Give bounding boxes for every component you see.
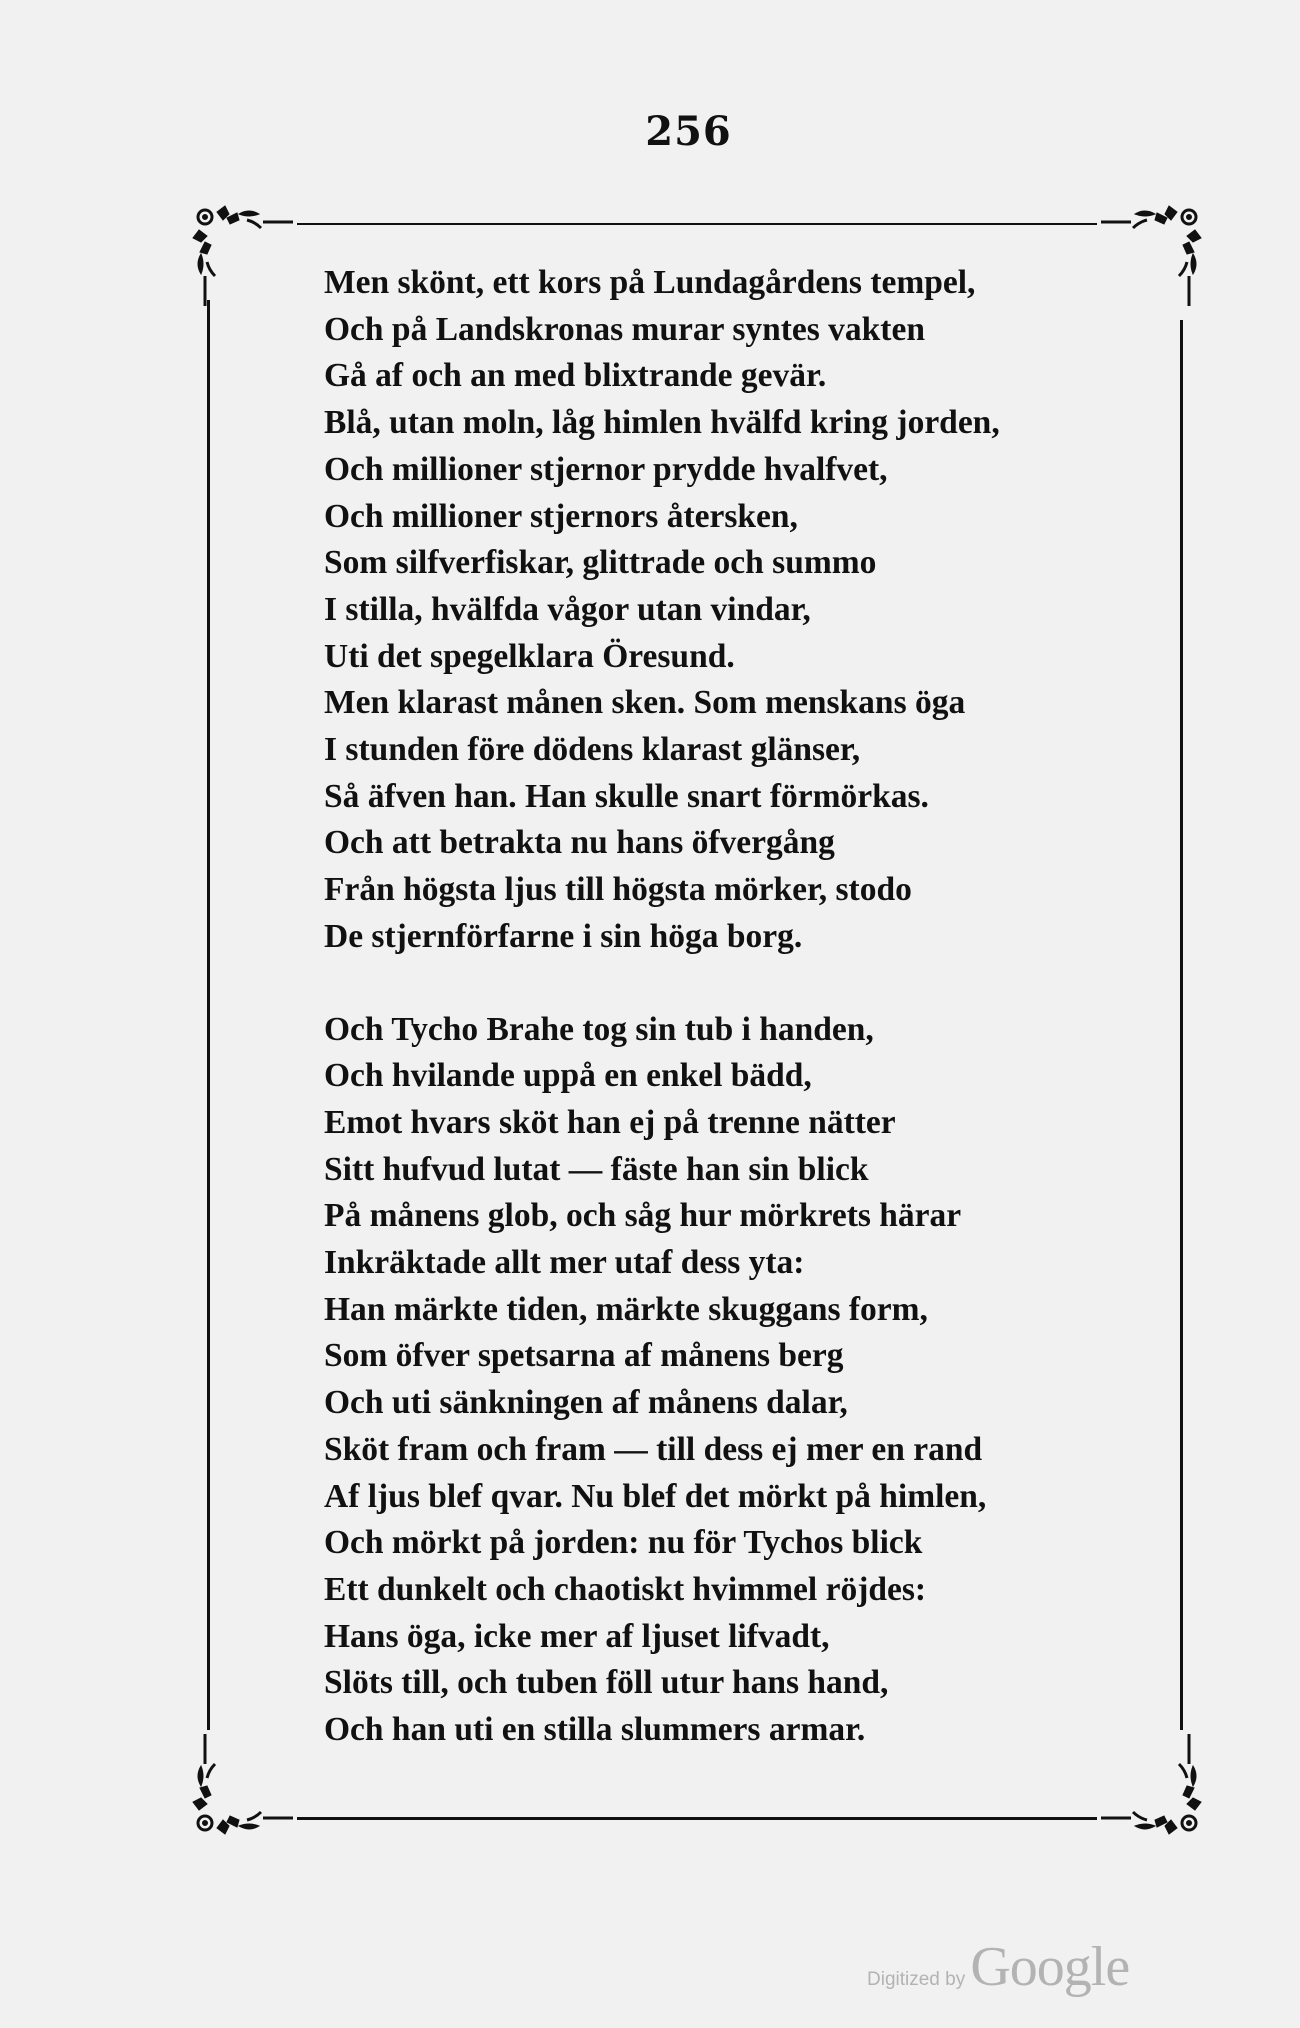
watermark-prefix: Digitized by — [867, 1969, 966, 1990]
poem-line: I stunden före dödens klarast glänser, — [324, 731, 861, 769]
poem-line: Sitt hufvud lutat — fäste han sin blick — [324, 1150, 869, 1188]
poem-line: Han märkte tiden, märkte skuggans form, — [324, 1290, 928, 1328]
poem-line: Ett dunkelt och chaotiskt hvimmel röjdes: — [324, 1570, 927, 1608]
border-rule-top — [297, 223, 1097, 225]
poem-line: Inkräktade allt mer utaf dess yta: — [324, 1244, 805, 1282]
poem-line: På månens glob, och såg hur mörkrets härar — [324, 1197, 962, 1235]
poem-line: Och hvilande uppå en enkel bädd, — [324, 1057, 812, 1095]
poem-line: Och millioner stjernor prydde hvalfvet, — [324, 450, 888, 488]
stanza — [324, 260, 1144, 961]
poem-line: Gå af och an med blixtrande gevär. — [324, 357, 827, 395]
poem-line: Som silfverfiskar, glittrade och summo — [324, 544, 877, 582]
poem-line: Och Tycho Brahe tog sin tub i handen, — [324, 1010, 874, 1048]
poem-line: Emot hvars sköt han ej på trenne nätter — [324, 1103, 896, 1141]
poem-line: Och mörkt på jorden: nu för Tychos blick — [324, 1524, 923, 1562]
poem-line: I stilla, hvälfda vågor utan vindar, — [324, 590, 811, 628]
poem-line: Från högsta ljus till högsta mörker, stodo — [324, 871, 912, 909]
poem-line: Så äfven han. Han skulle snart förmörkas. — [324, 777, 929, 815]
poem-line: Och på Landskronas murar syntes vakten — [324, 310, 925, 348]
poem-line: Af ljus blef qvar. Nu blef det mörkt på himlen, — [324, 1477, 987, 1515]
poem-line: Hans öga, icke mer af ljuset lifvadt, — [324, 1617, 830, 1655]
poem-line: De stjernförfarne i sin höga borg. — [324, 917, 803, 955]
stanza — [324, 1007, 1144, 1754]
border-rule-left — [207, 300, 210, 1730]
border-rule-bottom — [297, 1817, 1097, 1820]
page-number: 256 — [645, 108, 732, 155]
poem-line: Sköt fram och fram — till dess ej mer en rand — [324, 1430, 983, 1468]
poem-line: Och att betrakta nu hans öfvergång — [324, 824, 835, 862]
poem-line: Och han uti en stilla slummers armar. — [324, 1711, 866, 1749]
digitized-by-google-watermark — [867, 1935, 1129, 1999]
poem-line: Men skönt, ett kors på Lundagårdens tempel, — [324, 264, 976, 301]
poem-body — [324, 260, 1144, 1754]
poem-line: Som öfver spetsarna af månens berg — [324, 1337, 844, 1375]
poem-line: Och millioner stjernors återsken, — [324, 497, 798, 535]
poem-line: Och uti sänkningen af månens dalar, — [324, 1384, 848, 1422]
poem-line: Blå, utan moln, låg himlen hvälfd kring jorden, — [324, 404, 1000, 442]
border-rule-right — [1180, 320, 1183, 1730]
poem-line: Slöts till, och tuben föll utur hans hand, — [324, 1664, 889, 1702]
poem-line: Men klarast månen sken. Som menskans öga — [324, 684, 966, 722]
watermark-brand: Google — [970, 1936, 1130, 1998]
poem-line: Uti det spegelklara Öresund. — [324, 637, 735, 675]
floral-corner-ornament-icon — [187, 1730, 297, 1840]
floral-corner-ornament-icon — [187, 200, 297, 310]
